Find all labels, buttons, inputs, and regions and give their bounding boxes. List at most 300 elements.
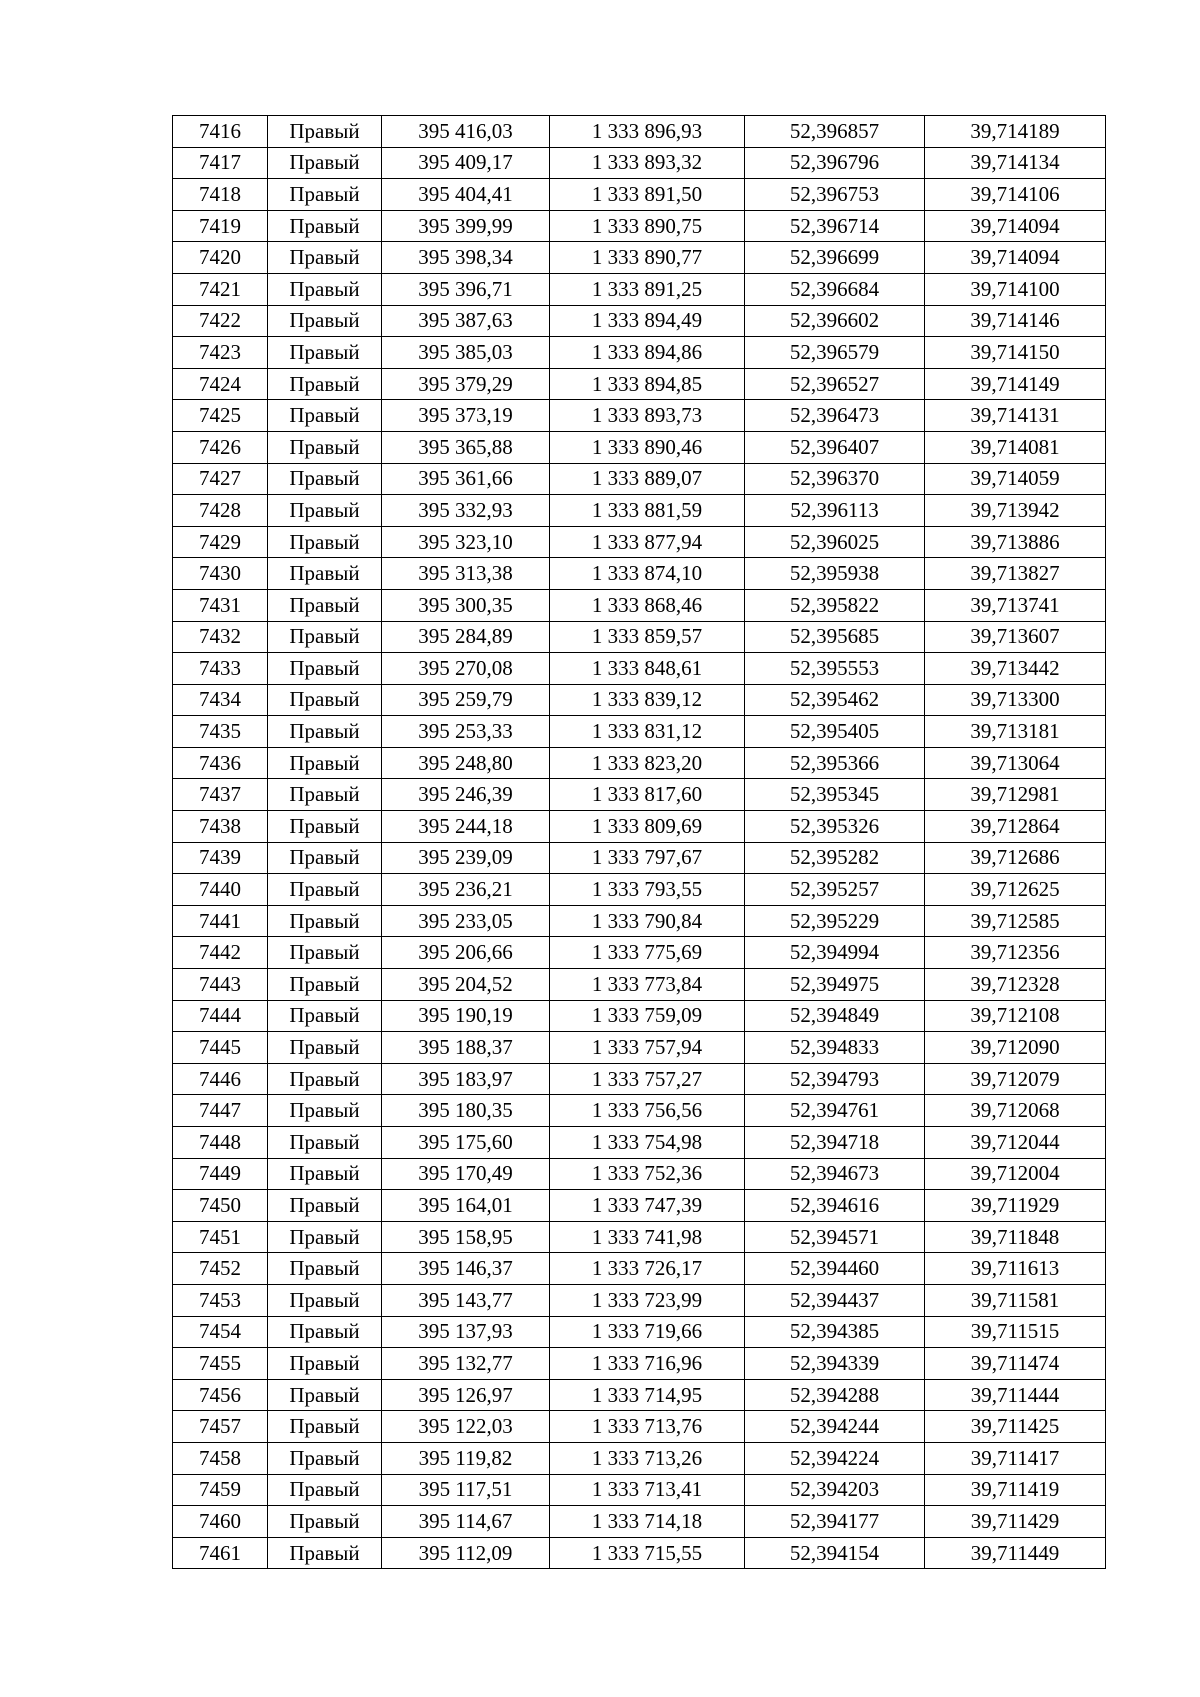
- table-cell-latitude: 52,395282: [745, 842, 925, 874]
- table-cell-latitude: 52,395326: [745, 811, 925, 843]
- table-cell-side: Правый: [268, 431, 382, 463]
- table-cell-side: Правый: [268, 969, 382, 1001]
- table-cell-latitude: 52,394224: [745, 1442, 925, 1474]
- table-cell-side: Правый: [268, 716, 382, 748]
- table-cell-coord-y: 1 333 839,12: [550, 684, 745, 716]
- table-cell-longitude: 39,711613: [925, 1253, 1106, 1285]
- table-cell-coord-y: 1 333 891,25: [550, 273, 745, 305]
- table-row: [173, 495, 1106, 527]
- table-cell-coord-x: 395 206,66: [382, 937, 550, 969]
- table-cell-side: Правый: [268, 558, 382, 590]
- table-cell-point-number: 7424: [173, 368, 268, 400]
- table-cell-point-number: 7428: [173, 495, 268, 527]
- table-row: [173, 116, 1106, 148]
- table-row: [173, 1348, 1106, 1380]
- table-row: [173, 305, 1106, 337]
- coordinates-table: [172, 115, 1106, 1569]
- table-cell-latitude: 52,396407: [745, 431, 925, 463]
- table-cell-latitude: 52,396857: [745, 116, 925, 148]
- table-cell-point-number: 7436: [173, 747, 268, 779]
- table-cell-coord-y: 1 333 831,12: [550, 716, 745, 748]
- table-cell-coord-y: 1 333 719,66: [550, 1316, 745, 1348]
- table-cell-coord-x: 395 323,10: [382, 526, 550, 558]
- table-cell-longitude: 39,712079: [925, 1063, 1106, 1095]
- table-cell-coord-y: 1 333 773,84: [550, 969, 745, 1001]
- table-cell-latitude: 52,395366: [745, 747, 925, 779]
- table-cell-longitude: 39,714134: [925, 147, 1106, 179]
- table-cell-coord-x: 395 143,77: [382, 1284, 550, 1316]
- table-cell-coord-x: 395 112,09: [382, 1537, 550, 1569]
- table-cell-coord-x: 395 246,39: [382, 779, 550, 811]
- table-cell-latitude: 52,395345: [745, 779, 925, 811]
- table-cell-longitude: 39,713064: [925, 747, 1106, 779]
- table-cell-side: Правый: [268, 210, 382, 242]
- table-row: [173, 1127, 1106, 1159]
- table-cell-coord-x: 395 270,08: [382, 653, 550, 685]
- table-cell-side: Правый: [268, 1000, 382, 1032]
- table-cell-longitude: 39,711444: [925, 1379, 1106, 1411]
- table-cell-longitude: 39,714149: [925, 368, 1106, 400]
- table-cell-point-number: 7437: [173, 779, 268, 811]
- table-cell-coord-y: 1 333 893,73: [550, 400, 745, 432]
- table-cell-latitude: 52,396684: [745, 273, 925, 305]
- table-cell-point-number: 7440: [173, 874, 268, 906]
- table-cell-longitude: 39,712090: [925, 1032, 1106, 1064]
- table-cell-side: Правый: [268, 1316, 382, 1348]
- table-cell-longitude: 39,711515: [925, 1316, 1106, 1348]
- table-cell-coord-y: 1 333 891,50: [550, 179, 745, 211]
- table-cell-latitude: 52,394203: [745, 1474, 925, 1506]
- table-cell-latitude: 52,396699: [745, 242, 925, 274]
- table-cell-longitude: 39,713942: [925, 495, 1106, 527]
- table-cell-coord-x: 395 396,71: [382, 273, 550, 305]
- table-cell-longitude: 39,711429: [925, 1506, 1106, 1538]
- table-cell-side: Правый: [268, 1221, 382, 1253]
- table-cell-coord-y: 1 333 726,17: [550, 1253, 745, 1285]
- table-cell-coord-x: 395 239,09: [382, 842, 550, 874]
- table-row: [173, 779, 1106, 811]
- table-cell-coord-y: 1 333 894,49: [550, 305, 745, 337]
- table-cell-coord-x: 395 114,67: [382, 1506, 550, 1538]
- table-cell-latitude: 52,395257: [745, 874, 925, 906]
- table-cell-side: Правый: [268, 1032, 382, 1064]
- table-cell-latitude: 52,394154: [745, 1537, 925, 1569]
- table-row: [173, 273, 1106, 305]
- table-cell-side: Правый: [268, 1190, 382, 1222]
- table-row: [173, 1063, 1106, 1095]
- table-cell-longitude: 39,711449: [925, 1537, 1106, 1569]
- table-row: [173, 242, 1106, 274]
- table-cell-side: Правый: [268, 589, 382, 621]
- table-row: [173, 811, 1106, 843]
- table-cell-longitude: 39,714094: [925, 210, 1106, 242]
- table-row: [173, 1158, 1106, 1190]
- table-cell-coord-y: 1 333 757,94: [550, 1032, 745, 1064]
- table-cell-coord-x: 395 204,52: [382, 969, 550, 1001]
- table-cell-side: Правый: [268, 779, 382, 811]
- table-cell-longitude: 39,712981: [925, 779, 1106, 811]
- table-cell-longitude: 39,711929: [925, 1190, 1106, 1222]
- table-cell-latitude: 52,394460: [745, 1253, 925, 1285]
- table-row: [173, 1000, 1106, 1032]
- table-cell-point-number: 7441: [173, 905, 268, 937]
- table-cell-latitude: 52,396025: [745, 526, 925, 558]
- table-cell-latitude: 52,394437: [745, 1284, 925, 1316]
- table-row: [173, 210, 1106, 242]
- table-cell-latitude: 52,395462: [745, 684, 925, 716]
- table-cell-latitude: 52,394761: [745, 1095, 925, 1127]
- table-cell-point-number: 7439: [173, 842, 268, 874]
- table-cell-point-number: 7438: [173, 811, 268, 843]
- table-row: [173, 368, 1106, 400]
- table-cell-point-number: 7443: [173, 969, 268, 1001]
- table-cell-coord-x: 395 164,01: [382, 1190, 550, 1222]
- table-cell-coord-y: 1 333 713,26: [550, 1442, 745, 1474]
- table-cell-coord-y: 1 333 859,57: [550, 621, 745, 653]
- table-cell-longitude: 39,711419: [925, 1474, 1106, 1506]
- table-cell-coord-x: 395 175,60: [382, 1127, 550, 1159]
- table-cell-longitude: 39,712108: [925, 1000, 1106, 1032]
- table-cell-side: Правый: [268, 874, 382, 906]
- table-cell-side: Правый: [268, 684, 382, 716]
- table-cell-longitude: 39,714100: [925, 273, 1106, 305]
- table-row: [173, 1442, 1106, 1474]
- table-cell-side: Правый: [268, 1506, 382, 1538]
- table-row: [173, 1032, 1106, 1064]
- table-row: [173, 1411, 1106, 1443]
- table-cell-point-number: 7418: [173, 179, 268, 211]
- table-cell-longitude: 39,714059: [925, 463, 1106, 495]
- table-cell-side: Правый: [268, 1253, 382, 1285]
- table-cell-coord-y: 1 333 874,10: [550, 558, 745, 590]
- table-cell-point-number: 7421: [173, 273, 268, 305]
- table-cell-coord-y: 1 333 817,60: [550, 779, 745, 811]
- table-cell-coord-x: 395 253,33: [382, 716, 550, 748]
- table-cell-longitude: 39,713827: [925, 558, 1106, 590]
- table-row: [173, 1379, 1106, 1411]
- coordinates-table-body: [173, 116, 1106, 1569]
- table-row: [173, 526, 1106, 558]
- table-cell-coord-y: 1 333 790,84: [550, 905, 745, 937]
- table-cell-longitude: 39,713741: [925, 589, 1106, 621]
- table-cell-latitude: 52,394244: [745, 1411, 925, 1443]
- table-cell-point-number: 7461: [173, 1537, 268, 1569]
- table-cell-point-number: 7425: [173, 400, 268, 432]
- table-cell-latitude: 52,394673: [745, 1158, 925, 1190]
- table-cell-side: Правый: [268, 463, 382, 495]
- table-cell-latitude: 52,396473: [745, 400, 925, 432]
- table-cell-coord-y: 1 333 848,61: [550, 653, 745, 685]
- table-cell-coord-y: 1 333 723,99: [550, 1284, 745, 1316]
- table-cell-point-number: 7459: [173, 1474, 268, 1506]
- table-cell-coord-x: 395 236,21: [382, 874, 550, 906]
- table-cell-latitude: 52,396753: [745, 179, 925, 211]
- table-cell-point-number: 7430: [173, 558, 268, 590]
- table-cell-coord-x: 395 379,29: [382, 368, 550, 400]
- table-cell-side: Правый: [268, 842, 382, 874]
- table-cell-coord-x: 395 137,93: [382, 1316, 550, 1348]
- table-cell-coord-y: 1 333 894,85: [550, 368, 745, 400]
- table-row: [173, 842, 1106, 874]
- table-cell-longitude: 39,714106: [925, 179, 1106, 211]
- table-cell-coord-x: 395 190,19: [382, 1000, 550, 1032]
- table-cell-coord-x: 395 284,89: [382, 621, 550, 653]
- table-cell-point-number: 7429: [173, 526, 268, 558]
- table-cell-coord-x: 395 122,03: [382, 1411, 550, 1443]
- table-row: [173, 621, 1106, 653]
- table-cell-latitude: 52,394718: [745, 1127, 925, 1159]
- table-cell-coord-x: 395 170,49: [382, 1158, 550, 1190]
- table-cell-coord-x: 395 373,19: [382, 400, 550, 432]
- table-cell-coord-y: 1 333 716,96: [550, 1348, 745, 1380]
- table-cell-point-number: 7453: [173, 1284, 268, 1316]
- table-cell-point-number: 7423: [173, 337, 268, 369]
- table-cell-point-number: 7420: [173, 242, 268, 274]
- table-cell-coord-y: 1 333 714,18: [550, 1506, 745, 1538]
- table-cell-longitude: 39,714146: [925, 305, 1106, 337]
- table-cell-longitude: 39,712004: [925, 1158, 1106, 1190]
- table-row: [173, 179, 1106, 211]
- table-cell-latitude: 52,395938: [745, 558, 925, 590]
- table-cell-side: Правый: [268, 273, 382, 305]
- table-cell-coord-x: 395 409,17: [382, 147, 550, 179]
- table-cell-coord-y: 1 333 752,36: [550, 1158, 745, 1190]
- table-cell-side: Правый: [268, 1537, 382, 1569]
- table-cell-latitude: 52,396370: [745, 463, 925, 495]
- table-cell-coord-x: 395 180,35: [382, 1095, 550, 1127]
- table-cell-point-number: 7435: [173, 716, 268, 748]
- table-cell-point-number: 7447: [173, 1095, 268, 1127]
- table-cell-latitude: 52,395685: [745, 621, 925, 653]
- table-cell-latitude: 52,394833: [745, 1032, 925, 1064]
- table-cell-coord-x: 395 188,37: [382, 1032, 550, 1064]
- table-row: [173, 716, 1106, 748]
- table-cell-latitude: 52,396602: [745, 305, 925, 337]
- table-cell-coord-y: 1 333 877,94: [550, 526, 745, 558]
- table-cell-latitude: 52,396714: [745, 210, 925, 242]
- table-cell-coord-x: 395 117,51: [382, 1474, 550, 1506]
- table-cell-coord-y: 1 333 741,98: [550, 1221, 745, 1253]
- table-row: [173, 653, 1106, 685]
- table-cell-coord-x: 395 416,03: [382, 116, 550, 148]
- table-cell-coord-x: 395 233,05: [382, 905, 550, 937]
- table-cell-coord-x: 395 332,93: [382, 495, 550, 527]
- table-row: [173, 1190, 1106, 1222]
- table-cell-longitude: 39,714081: [925, 431, 1106, 463]
- table-cell-coord-x: 395 119,82: [382, 1442, 550, 1474]
- table-cell-coord-y: 1 333 889,07: [550, 463, 745, 495]
- table-cell-longitude: 39,713886: [925, 526, 1106, 558]
- table-cell-coord-x: 395 158,95: [382, 1221, 550, 1253]
- table-cell-longitude: 39,711581: [925, 1284, 1106, 1316]
- table-row: [173, 1506, 1106, 1538]
- table-cell-point-number: 7445: [173, 1032, 268, 1064]
- table-cell-side: Правый: [268, 1411, 382, 1443]
- table-cell-latitude: 52,396579: [745, 337, 925, 369]
- table-cell-coord-y: 1 333 713,76: [550, 1411, 745, 1443]
- table-row: [173, 684, 1106, 716]
- table-cell-point-number: 7454: [173, 1316, 268, 1348]
- table-cell-coord-y: 1 333 714,95: [550, 1379, 745, 1411]
- table-cell-point-number: 7460: [173, 1506, 268, 1538]
- table-cell-coord-y: 1 333 809,69: [550, 811, 745, 843]
- table-row: [173, 147, 1106, 179]
- table-cell-coord-y: 1 333 715,55: [550, 1537, 745, 1569]
- table-cell-coord-x: 395 361,66: [382, 463, 550, 495]
- table-cell-point-number: 7419: [173, 210, 268, 242]
- table-cell-latitude: 52,394793: [745, 1063, 925, 1095]
- table-cell-longitude: 39,711425: [925, 1411, 1106, 1443]
- table-cell-coord-y: 1 333 823,20: [550, 747, 745, 779]
- table-cell-longitude: 39,712864: [925, 811, 1106, 843]
- table-cell-latitude: 52,394288: [745, 1379, 925, 1411]
- table-cell-point-number: 7455: [173, 1348, 268, 1380]
- table-row: [173, 463, 1106, 495]
- table-cell-point-number: 7448: [173, 1127, 268, 1159]
- table-cell-side: Правый: [268, 495, 382, 527]
- table-row: [173, 431, 1106, 463]
- table-row: [173, 1537, 1106, 1569]
- table-cell-longitude: 39,714150: [925, 337, 1106, 369]
- table-cell-side: Правый: [268, 400, 382, 432]
- table-cell-point-number: 7427: [173, 463, 268, 495]
- table-cell-longitude: 39,712328: [925, 969, 1106, 1001]
- table-cell-coord-x: 395 183,97: [382, 1063, 550, 1095]
- table-cell-coord-x: 395 244,18: [382, 811, 550, 843]
- table-cell-side: Правый: [268, 147, 382, 179]
- table-cell-side: Правый: [268, 653, 382, 685]
- table-cell-point-number: 7433: [173, 653, 268, 685]
- table-cell-side: Правый: [268, 116, 382, 148]
- table-cell-point-number: 7457: [173, 1411, 268, 1443]
- table-cell-latitude: 52,395553: [745, 653, 925, 685]
- table-cell-coord-y: 1 333 775,69: [550, 937, 745, 969]
- table-cell-side: Правый: [268, 1474, 382, 1506]
- table-cell-latitude: 52,394177: [745, 1506, 925, 1538]
- table-row: [173, 874, 1106, 906]
- table-cell-side: Правый: [268, 1442, 382, 1474]
- table-cell-point-number: 7431: [173, 589, 268, 621]
- table-row: [173, 1221, 1106, 1253]
- table-cell-side: Правый: [268, 905, 382, 937]
- table-cell-coord-x: 395 126,97: [382, 1379, 550, 1411]
- table-row: [173, 1095, 1106, 1127]
- table-cell-coord-y: 1 333 890,77: [550, 242, 745, 274]
- table-cell-latitude: 52,394616: [745, 1190, 925, 1222]
- table-cell-coord-y: 1 333 894,86: [550, 337, 745, 369]
- table-cell-coord-y: 1 333 754,98: [550, 1127, 745, 1159]
- table-row: [173, 400, 1106, 432]
- table-row: [173, 589, 1106, 621]
- table-cell-longitude: 39,712625: [925, 874, 1106, 906]
- table-cell-point-number: 7456: [173, 1379, 268, 1411]
- table-cell-side: Правый: [268, 621, 382, 653]
- table-row: [173, 1474, 1106, 1506]
- table-cell-side: Правый: [268, 368, 382, 400]
- table-cell-longitude: 39,712068: [925, 1095, 1106, 1127]
- table-cell-longitude: 39,714094: [925, 242, 1106, 274]
- table-cell-longitude: 39,713300: [925, 684, 1106, 716]
- table-cell-side: Правый: [268, 305, 382, 337]
- table-cell-point-number: 7416: [173, 116, 268, 148]
- table-cell-latitude: 52,395405: [745, 716, 925, 748]
- table-cell-side: Правый: [268, 811, 382, 843]
- table-cell-coord-x: 395 365,88: [382, 431, 550, 463]
- table-cell-side: Правый: [268, 337, 382, 369]
- table-cell-point-number: 7422: [173, 305, 268, 337]
- table-cell-longitude: 39,712686: [925, 842, 1106, 874]
- table-cell-point-number: 7446: [173, 1063, 268, 1095]
- table-cell-latitude: 52,394849: [745, 1000, 925, 1032]
- table-cell-latitude: 52,395822: [745, 589, 925, 621]
- table-cell-coord-y: 1 333 890,46: [550, 431, 745, 463]
- table-cell-side: Правый: [268, 526, 382, 558]
- table-cell-coord-x: 395 248,80: [382, 747, 550, 779]
- table-cell-longitude: 39,712044: [925, 1127, 1106, 1159]
- table-cell-point-number: 7432: [173, 621, 268, 653]
- table-cell-latitude: 52,394339: [745, 1348, 925, 1380]
- table-cell-longitude: 39,711474: [925, 1348, 1106, 1380]
- table-cell-coord-x: 395 385,03: [382, 337, 550, 369]
- table-cell-coord-y: 1 333 896,93: [550, 116, 745, 148]
- table-cell-coord-y: 1 333 868,46: [550, 589, 745, 621]
- table-cell-point-number: 7426: [173, 431, 268, 463]
- table-row: [173, 558, 1106, 590]
- table-cell-side: Правый: [268, 1127, 382, 1159]
- table-cell-side: Правый: [268, 937, 382, 969]
- table-cell-coord-y: 1 333 890,75: [550, 210, 745, 242]
- table-cell-coord-x: 395 313,38: [382, 558, 550, 590]
- table-cell-coord-x: 395 387,63: [382, 305, 550, 337]
- table-row: [173, 1284, 1106, 1316]
- table-cell-longitude: 39,712356: [925, 937, 1106, 969]
- table-cell-coord-x: 395 146,37: [382, 1253, 550, 1285]
- table-cell-coord-y: 1 333 759,09: [550, 1000, 745, 1032]
- table-cell-latitude: 52,395229: [745, 905, 925, 937]
- table-cell-coord-y: 1 333 797,67: [550, 842, 745, 874]
- table-cell-coord-x: 395 132,77: [382, 1348, 550, 1380]
- table-row: [173, 969, 1106, 1001]
- table-cell-side: Правый: [268, 747, 382, 779]
- table-cell-side: Правый: [268, 1095, 382, 1127]
- table-cell-latitude: 52,394994: [745, 937, 925, 969]
- table-cell-longitude: 39,713442: [925, 653, 1106, 685]
- table-cell-coord-x: 395 398,34: [382, 242, 550, 274]
- table-cell-coord-y: 1 333 756,56: [550, 1095, 745, 1127]
- table-cell-longitude: 39,714131: [925, 400, 1106, 432]
- table-row: [173, 1253, 1106, 1285]
- table-cell-coord-x: 395 300,35: [382, 589, 550, 621]
- table-cell-coord-y: 1 333 881,59: [550, 495, 745, 527]
- table-cell-coord-y: 1 333 713,41: [550, 1474, 745, 1506]
- table-cell-side: Правый: [268, 1379, 382, 1411]
- table-cell-coord-y: 1 333 893,32: [550, 147, 745, 179]
- table-cell-coord-y: 1 333 793,55: [550, 874, 745, 906]
- table-cell-latitude: 52,396527: [745, 368, 925, 400]
- table-cell-coord-y: 1 333 747,39: [550, 1190, 745, 1222]
- table-cell-latitude: 52,394975: [745, 969, 925, 1001]
- table-cell-point-number: 7444: [173, 1000, 268, 1032]
- table-cell-side: Правый: [268, 242, 382, 274]
- table-cell-coord-x: 395 404,41: [382, 179, 550, 211]
- table-cell-longitude: 39,711417: [925, 1442, 1106, 1474]
- table-cell-latitude: 52,396796: [745, 147, 925, 179]
- table-cell-point-number: 7417: [173, 147, 268, 179]
- table-cell-longitude: 39,712585: [925, 905, 1106, 937]
- table-cell-latitude: 52,394385: [745, 1316, 925, 1348]
- table-cell-side: Правый: [268, 1284, 382, 1316]
- table-cell-longitude: 39,711848: [925, 1221, 1106, 1253]
